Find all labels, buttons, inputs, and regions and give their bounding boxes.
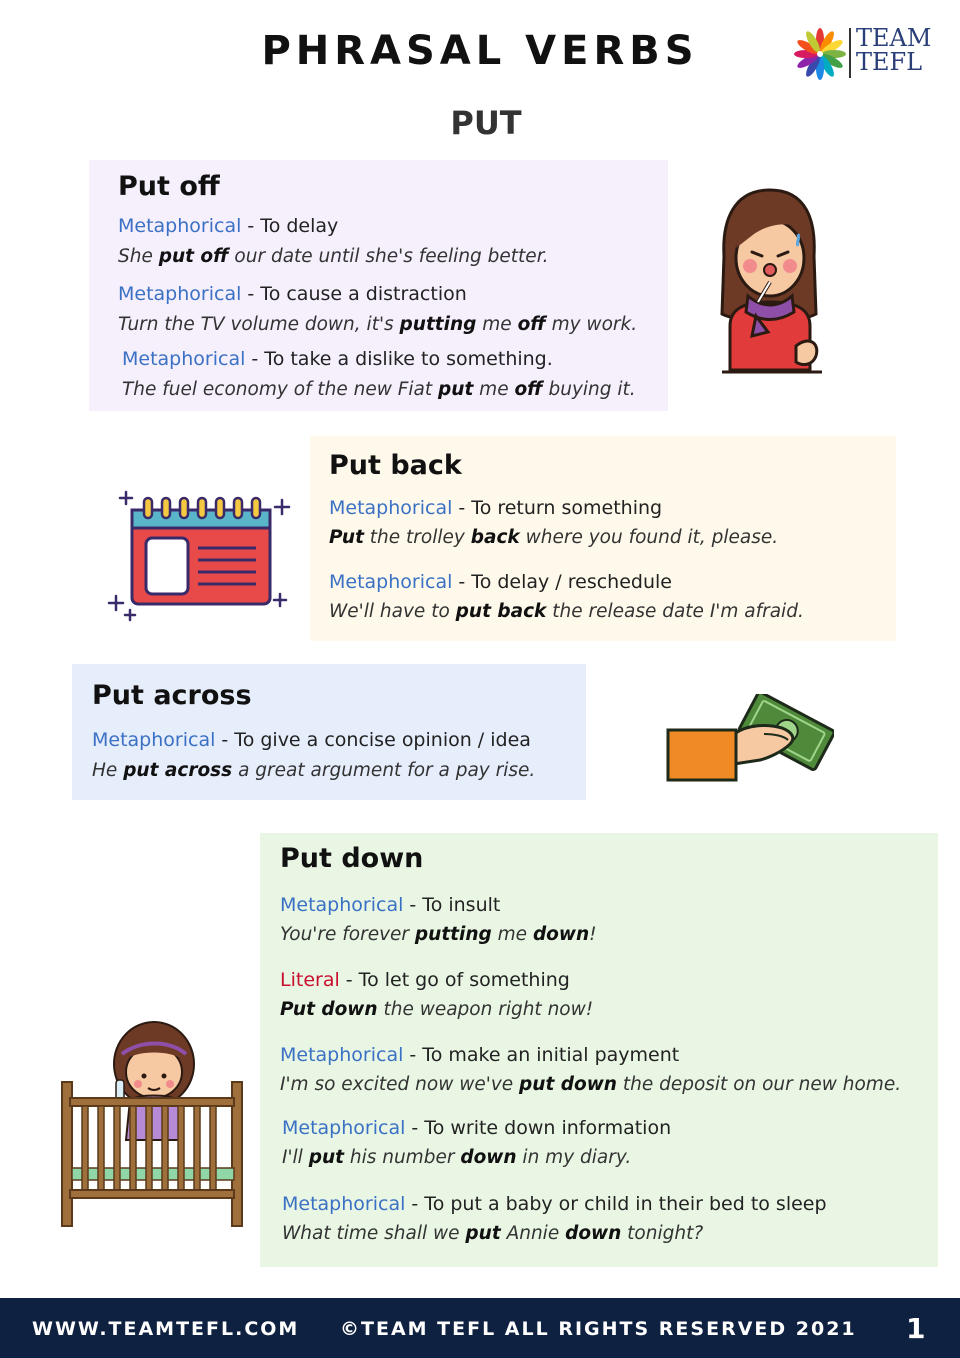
definition: Metaphorical - To write down information	[282, 1117, 672, 1139]
put-across-card	[72, 664, 586, 800]
example-sentence: He put across a great argument for a pay rise.	[92, 760, 536, 781]
page-subtitle: PUT	[450, 104, 522, 142]
tag-metaphorical: Metaphorical	[118, 215, 242, 237]
calendar-icon	[106, 488, 296, 624]
definition: Metaphorical - To insult	[280, 894, 501, 916]
tag-metaphorical: Metaphorical	[280, 894, 404, 916]
tag-metaphorical: Metaphorical	[118, 283, 242, 305]
logo-text-team: TEAM	[856, 24, 932, 52]
put-back-card	[310, 436, 896, 641]
example-sentence: I'll put his number down in my diary.	[282, 1147, 632, 1168]
definition: Metaphorical - To cause a distraction	[118, 283, 467, 305]
definition: Metaphorical - To delay / reschedule	[329, 571, 672, 593]
tag-metaphorical: Metaphorical	[280, 1044, 404, 1066]
tag-literal: Literal	[280, 969, 340, 991]
money-hand-icon	[664, 694, 834, 784]
example-sentence: Turn the TV volume down, it's putting me off my work.	[118, 314, 638, 335]
footer-website[interactable]: WWW.TEAMTEFL.COM	[32, 1318, 300, 1340]
definition: Metaphorical - To make an initial payment	[280, 1044, 680, 1066]
tag-metaphorical: Metaphorical	[282, 1117, 406, 1139]
logo-text-tefl: TEFL	[856, 48, 923, 76]
definition: Metaphorical - To delay	[118, 215, 339, 237]
put-across-heading: Put across	[92, 680, 252, 711]
example-sentence: You're forever putting me down!	[280, 924, 597, 945]
example-sentence: We'll have to put back the release date I'm afraid.	[329, 601, 804, 622]
definition: Metaphorical - To give a concise opinion / idea	[92, 729, 531, 751]
footer	[0, 1298, 960, 1358]
footer-copyright: ©TEAM TEFL ALL RIGHTS RESERVED 2021	[340, 1318, 857, 1340]
put-down-card	[260, 833, 938, 1267]
tag-metaphorical: Metaphorical	[329, 571, 453, 593]
baby-crib-icon	[60, 1020, 246, 1230]
page-title: PHRASAL VERBS	[261, 28, 699, 74]
example-sentence: What time shall we put Annie down tonight?	[282, 1223, 704, 1244]
tag-metaphorical: Metaphorical	[92, 729, 216, 751]
sick-girl-icon	[712, 186, 828, 376]
logo-flower-icon	[794, 28, 846, 80]
definition: Metaphorical - To return something	[329, 497, 663, 519]
example-sentence: I'm so excited now we've put down the deposit on our new home.	[280, 1074, 902, 1095]
logo-divider	[849, 28, 851, 78]
team-tefl-logo	[794, 26, 939, 82]
put-back-heading: Put back	[329, 450, 462, 481]
put-down-heading: Put down	[280, 843, 424, 874]
tag-metaphorical: Metaphorical	[122, 348, 246, 370]
example-sentence: She put off our date until she's feeling better.	[118, 246, 549, 267]
definition: Metaphorical - To take a dislike to something.	[122, 348, 553, 370]
put-off-heading: Put off	[118, 171, 220, 202]
put-off-card	[89, 160, 668, 411]
definition: Metaphorical - To put a baby or child in their bed to sleep	[282, 1193, 827, 1215]
page-number: 1	[906, 1312, 928, 1345]
example-sentence: Put down the weapon right now!	[280, 999, 594, 1020]
example-sentence: The fuel economy of the new Fiat put me off buying it.	[122, 379, 636, 400]
tag-metaphorical: Metaphorical	[329, 497, 453, 519]
tag-metaphorical: Metaphorical	[282, 1193, 406, 1215]
definition: Literal - To let go of something	[280, 969, 570, 991]
example-sentence: Put the trolley back where you found it, please.	[329, 527, 779, 548]
